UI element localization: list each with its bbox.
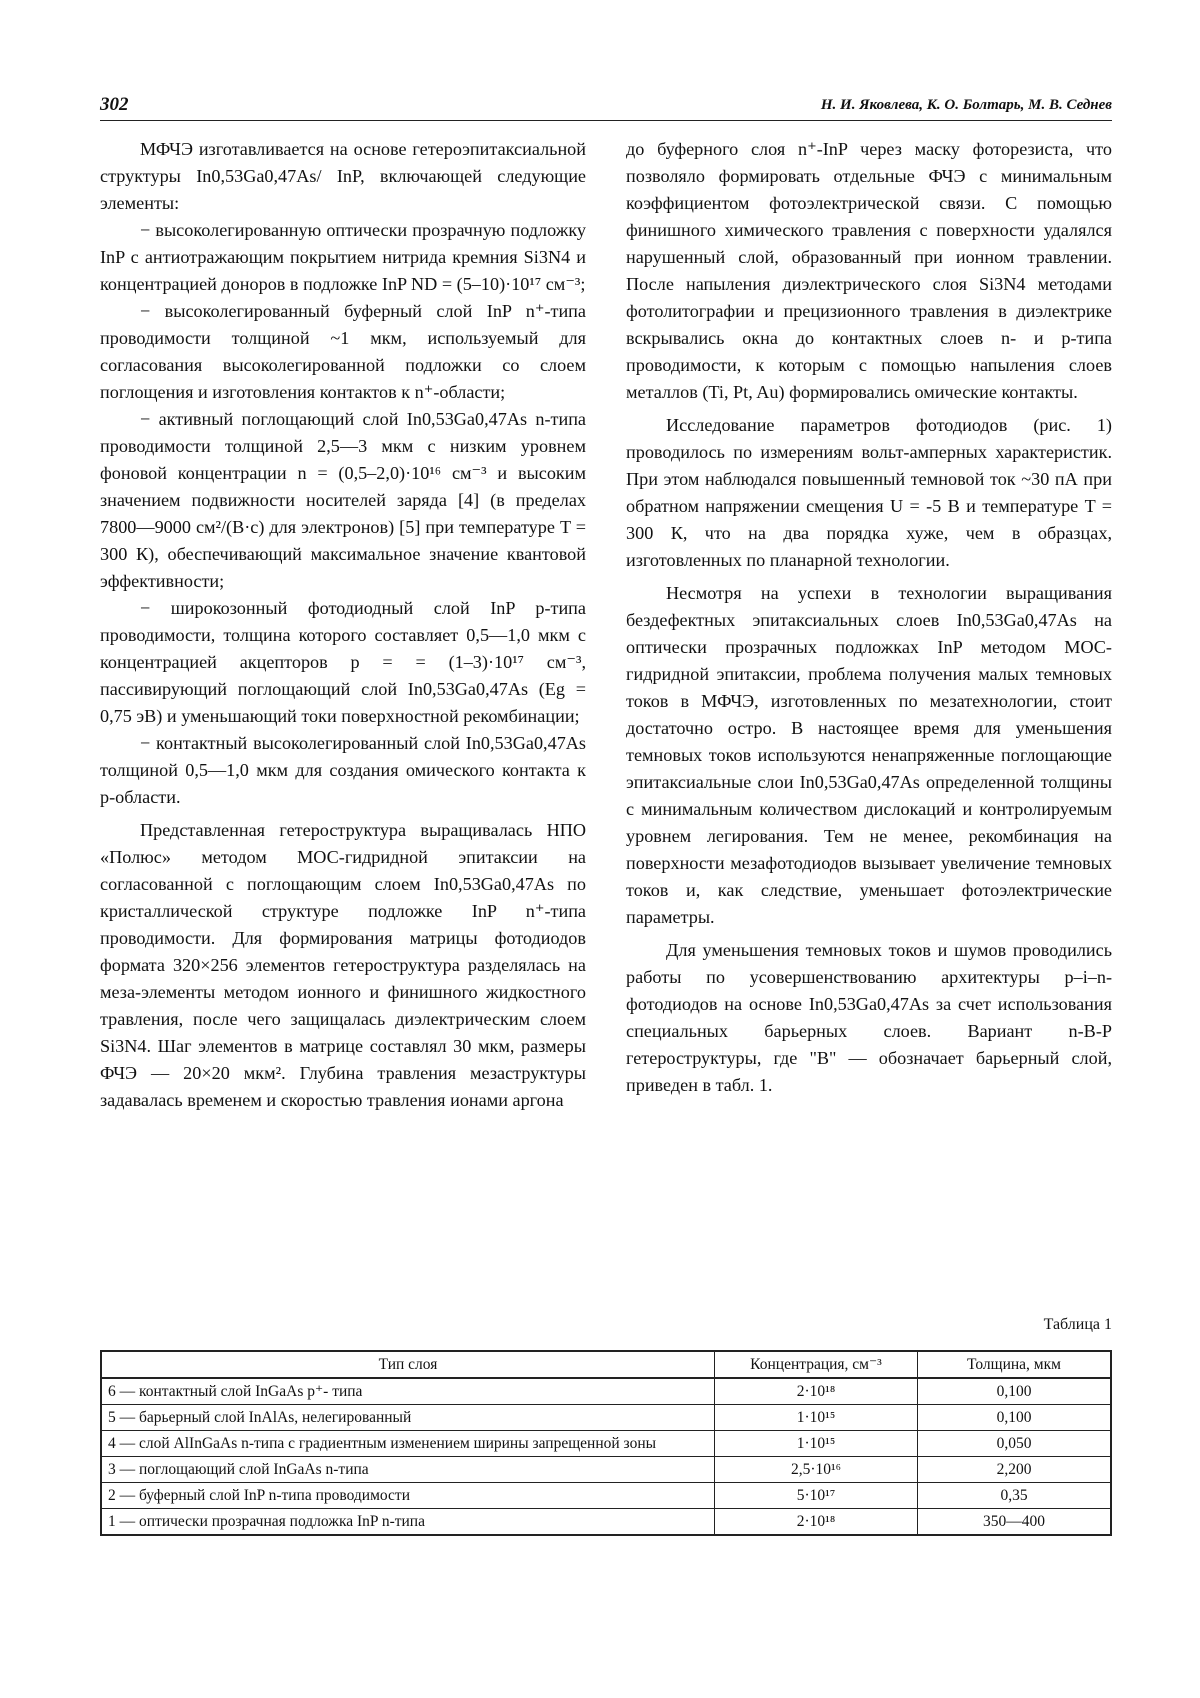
concentration-cell: 1·10¹⁵ [715,1431,918,1457]
running-title: Н. И. Яковлева, К. О. Болтарь, М. В. Седнев [820,97,1112,113]
thickness-cell: 0,050 [918,1431,1112,1457]
layer-cell: 6 — контактный слой InGaAs p⁺- типа [101,1378,715,1405]
table-row [101,1378,1111,1405]
layers-table [100,1350,1112,1536]
column-header-thickness: Толщина, мкм [918,1351,1112,1378]
table-caption: Таблица 1 [1043,1316,1112,1333]
column-header-layer: Тип слоя [101,1351,715,1378]
paragraph: Несмотря на успехи в технологии выращивания бездефектных эпитаксиальных слоев In0,53Ga0,47As на оптически прозрачных подложках InP методом МОС-гидридной эпитаксии, проблема получения малых темновых токов в МФЧЭ, изготовленных по мезатехнологии, стоит достаточно остро. В настоящее время для уменьшения темновых токов используются ненапряженные поглощающие эпитаксиальные слои In0,53Ga0,47As определенной толщины с минимальным количеством дислокаций и контролируемым уровнем легирования. Тем не менее, рекомбинация на поверхности мезафотодиодов вызывает увеличение темновых токов и, как следствие, уменьшает фотоэлектрические параметры. [626,583,1112,927]
concentration-cell: 2,5·10¹⁶ [715,1457,918,1483]
thickness-cell: 0,100 [918,1378,1112,1405]
thickness-cell: 2,200 [918,1457,1112,1483]
paragraph: Исследование параметров фотодиодов (рис. 1) проводилось по измерениям вольт-амперных характеристик. При этом наблюдался повышенный темновой ток ~30 пА при обратном напряжении смещения U = -5 В и температуре T = 300 К, что на два порядка хуже, чем в образцах, изготовленных по планарной технологии. [626,415,1112,570]
paragraph: − широкозонный фотодиодный слой InP p-типа проводимости, толщина которого составляет 0,5—1,0 мкм с концентрацией акцепторов p = = (1–3)·10¹⁷ см⁻³, пассивирующий поглощающий слой In0,53Ga0,47As (Eg = 0,75 эВ) и уменьшающий токи поверхностной рекомбинации; [100,598,586,726]
concentration-cell: 2·10¹⁸ [715,1378,918,1405]
thickness-cell: 0,100 [918,1405,1112,1431]
thickness-cell: 350—400 [918,1509,1112,1536]
concentration-cell: 1·10¹⁵ [715,1405,918,1431]
layer-cell: 2 — буферный слой InP n-типа проводимости [101,1483,715,1509]
concentration-cell: 5·10¹⁷ [715,1483,918,1509]
right-column [626,136,1112,1099]
layer-cell: 1 — оптически прозрачная подложка InP n-типа [101,1509,715,1536]
paragraph: − высоколегированную оптически прозрачную подложку InP с антиотражающим покрытием нитрида кремния Si3N4 и концентрацией доноров в подложке InP ND = (5–10)·10¹⁷ см⁻³; [100,220,586,294]
page-header [100,90,1112,121]
paragraph: − высоколегированный буферный слой InP n⁺-типа проводимости толщиной ~1 мкм, используемый для согласования высоколегированной подложки со слоем поглощения и изготовления контактов к n⁺-области; [100,301,586,402]
paragraph: Для уменьшения темновых токов и шумов проводились работы по усовершенствованию архитектуры p–i–n-фотодиодов на основе In0,53Ga0,47As за счет использования специальных барьерных слоев. Вариант n-B-P гетероструктуры, где "B" — обозначает барьерный слой, приведен в табл. 1. [626,940,1112,1095]
table-row [101,1457,1111,1483]
left-column [100,136,586,1114]
paragraph: − активный поглощающий слой In0,53Ga0,47As n-типа проводимости толщиной 2,5—3 мкм с низким уровнем фоновой концентрации n = (0,5–2,0)·10¹⁶ см⁻³ и высоким значением подвижности носителей заряда [4] (в пределах 7800—9000 см²/(В·с) для электронов) [5] при температуре T = 300 К), обеспечивающий максимальное значение квантовой эффективности; [100,409,586,591]
paragraph: Представленная гетероструктура выращивалась НПО «Полюс» методом МОС-гидридной эпитаксии на согласованной с поглощающим слоем In0,53Ga0,47As по кристаллической структуре подложке InP n⁺-типа проводимости. Для формирования матрицы фотодиодов формата 320×256 элементов гетероструктура разделялась на меза-элементы методом ионного и финишного жидкостного травления, после чего защищалась диэлектрическим слоем Si3N4. Шаг элементов в матрице составлял 30 мкм, размеры ФЧЭ — 20×20 мкм². Глубина травления мезаструктуры задавалась временем и скоростью травления ионами аргона [100,820,586,1110]
table-header-row [101,1351,1111,1378]
layer-cell: 4 — слой AlInGaAs n-типа с градиентным изменением ширины запрещенной зоны [101,1431,715,1457]
column-header-concentration: Концентрация, см⁻³ [715,1351,918,1378]
table-row [101,1509,1111,1536]
thickness-cell: 0,35 [918,1483,1112,1509]
concentration-cell: 2·10¹⁸ [715,1509,918,1536]
table-row [101,1483,1111,1509]
paragraph: до буферного слоя n⁺-InP через маску фоторезиста, что позволяло формировать отдельные ФЧЭ с минимальным коэффициентом фотоэлектрической связи. С помощью финишного химического травления с поверхности удалялся нарушенный слой, образованный при ионном травлении. После напыления диэлектрического слоя Si3N4 методами фотолитографии и прецизионного травления в диэлектрике вскрывались окна до контактных слоев n- и p-типа проводимости, к которым с помощью напыления слоев металлов (Ti, Pt, Au) формировались омические контакты. [626,139,1112,402]
paragraph: МФЧЭ изготавливается на основе гетероэпитаксиальной структуры In0,53Ga0,47As/ InP, включающей следующие элементы: [100,139,586,213]
layer-cell: 3 — поглощающий слой InGaAs n-типа [101,1457,715,1483]
table-row [101,1431,1111,1457]
table-row [101,1405,1111,1431]
paragraph: − контактный высоколегированный слой In0,53Ga0,47As толщиной 0,5—1,0 мкм для создания омического контакта к p-области. [100,733,586,807]
layer-cell: 5 — барьерный слой InAlAs, нелегированный [101,1405,715,1431]
page-number: 302 [100,94,129,115]
